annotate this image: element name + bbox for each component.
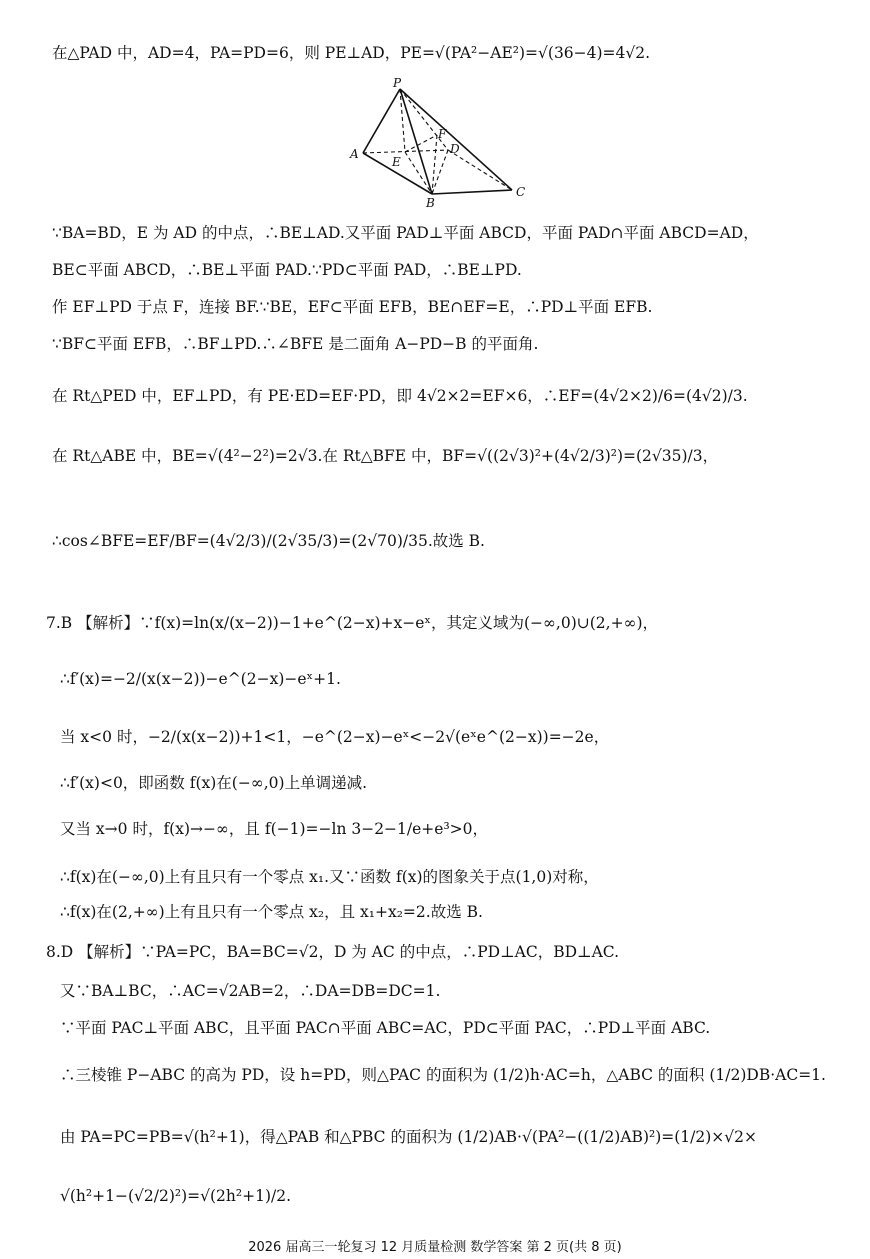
- text-line-14: ∴f(x)在(−∞,0)上有且只有一个零点 x₁.又∵函数 f(x)的图象关于点(1,0)对称，: [60, 868, 599, 886]
- text-line-8: ∴cos∠BFE=EF/BF=(4√2/3)/(2√35/3)=(2√70)/35.故选 B.: [52, 532, 485, 550]
- pyramid-figure: [340, 76, 540, 212]
- label-f: F: [438, 127, 447, 141]
- text-line-16: 8.D 【解析】∵PA=PC，BA=BC=√2，D 为 AC 的中点，∴PD⊥AC，BD⊥AC.: [46, 943, 620, 961]
- text-line-11: 当 x<0 时，−2/(x(x−2))+1<1，−e^(2−x)−eˣ<−2√(eˣe^(2−x))=−2e，: [60, 728, 610, 746]
- label-d: D: [450, 142, 460, 156]
- page-footer: 2026 届高三一轮复习 12 月质量检测 数学答案 第 2 页(共 8 页): [248, 1240, 622, 1255]
- label-e: E: [392, 155, 401, 169]
- text-line-15: ∴f(x)在(2,+∞)上有且只有一个零点 x₂，且 x₁+x₂=2.故选 B.: [60, 903, 483, 921]
- text-line-17: 又∵BA⊥BC，∴AC=√2AB=2，∴DA=DB=DC=1.: [60, 982, 441, 1000]
- text-line-9: 7.B 【解析】∵f(x)=ln(x/(x−2))−1+e^(2−x)+x−eˣ，其定义域为(−∞,0)∪(2,+∞)，: [46, 614, 659, 632]
- text-line-10: ∴f′(x)=−2/(x(x−2))−e^(2−x)−eˣ+1.: [60, 670, 341, 688]
- label-p: P: [393, 76, 402, 90]
- text-line-3: BE⊂平面 ABCD，∴BE⊥平面 PAD.∵PD⊂平面 PAD，∴BE⊥PD.: [52, 261, 522, 279]
- text-line-13: 又当 x→0 时，f(x)→−∞，且 f(−1)=−ln 3−2−1/e+e³>0，: [60, 820, 489, 838]
- text-line-7: 在 Rt△ABE 中，BE=√(4²−2²)=2√3.在 Rt△BFE 中，BF=√((2√3)²+(4√2/3)²)=(2√35)/3，: [52, 447, 719, 465]
- text-line-1: 在△PAD 中，AD=4，PA=PD=6，则 PE⊥AD，PE=√(PA²−AE²)=√(36−4)=4√2.: [52, 44, 651, 62]
- text-line-18: ∵平面 PAC⊥平面 ABC，且平面 PAC∩平面 ABC=AC，PD⊂平面 PAC，∴PD⊥平面 ABC.: [60, 1019, 711, 1037]
- label-a: A: [350, 147, 359, 161]
- text-line-19: ∴三棱锥 P−ABC 的高为 PD，设 h=PD，则△PAC 的面积为 (1/2)h·AC=h，△ABC 的面积 (1/2)DB·AC=1.: [60, 1066, 826, 1084]
- label-b: B: [426, 196, 435, 210]
- text-line-4: 作 EF⊥PD 于点 F，连接 BF.∵BE，EF⊂平面 EFB，BE∩EF=E，∴PD⊥平面 EFB.: [52, 298, 653, 316]
- text-line-21: √(h²+1−(√2/2)²)=√(2h²+1)/2.: [60, 1187, 292, 1205]
- text-line-5: ∵BF⊂平面 EFB，∴BF⊥PD.∴∠BFE 是二面角 A−PD−B 的平面角.: [52, 335, 539, 353]
- text-line-6: 在 Rt△PED 中，EF⊥PD，有 PE·ED=EF·PD，即 4√2×2=EF×6，∴EF=(4√2×2)/6=(4√2)/3.: [52, 387, 748, 405]
- text-line-2: ∵BA=BD，E 为 AD 的中点，∴BE⊥AD.又平面 PAD⊥平面 ABCD，平面 PAD∩平面 ABCD=AD，: [52, 224, 759, 242]
- label-c: C: [516, 185, 526, 199]
- text-line-12: ∴f′(x)<0，即函数 f(x)在(−∞,0)上单调递减.: [60, 774, 368, 792]
- text-line-20: 由 PA=PC=PB=√(h²+1)，得△PAB 和△PBC 的面积为 (1/2)AB·√(PA²−((1/2)AB)²)=(1/2)×√2×: [60, 1128, 757, 1146]
